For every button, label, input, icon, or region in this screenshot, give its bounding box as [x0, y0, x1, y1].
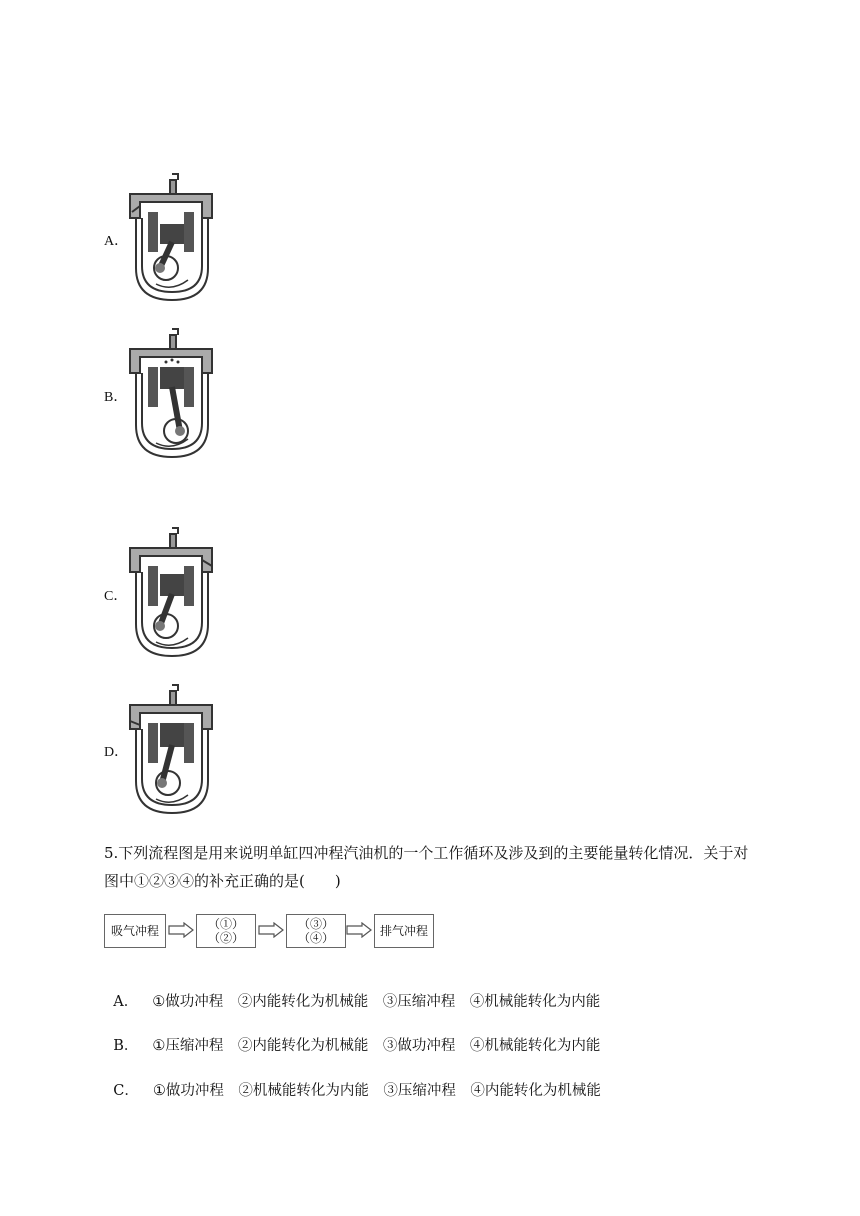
- answer-option-a[interactable]: [104, 974, 600, 1011]
- answer-option-c[interactable]: [104, 1063, 601, 1100]
- flow-box-intake-label: 吸气冲程: [110, 924, 159, 938]
- engine-diagram-a: [126, 172, 216, 304]
- answer-b-label: B．: [113, 1038, 139, 1054]
- flow-box-2-line-2: （②）: [207, 931, 244, 945]
- flow-box-3-line-2: （④）: [297, 931, 334, 945]
- arrow-right-icon: [168, 922, 194, 938]
- option-c-label: C．: [104, 589, 128, 604]
- flow-box-3: [286, 914, 346, 948]
- arrow-right-icon: [258, 922, 284, 938]
- engine-diagram-d: [126, 683, 216, 817]
- answer-option-b[interactable]: [104, 1018, 600, 1055]
- engine-diagram-b: [126, 327, 216, 461]
- question-line-2: 图中①②③④的补充正确的是( ): [104, 872, 341, 890]
- engine-diagram-c: [126, 526, 216, 660]
- option-a-label: A．: [104, 234, 129, 249]
- answer-a-text: ①做功冲程 ②内能转化为机械能 ③压缩冲程 ④机械能转化为内能: [152, 994, 601, 1010]
- flow-box-exhaust: [374, 914, 434, 948]
- option-d-label: D．: [104, 745, 129, 760]
- question-line-1: 5.下列流程图是用来说明单缸四冲程汽油机的一个工作循环及涉及到的主要能量转化情况．关于对: [104, 844, 749, 862]
- answer-c-label: C．: [113, 1083, 139, 1099]
- flow-box-intake: [104, 914, 166, 948]
- answer-a-label: A．: [113, 994, 139, 1010]
- option-b-label: B．: [104, 390, 128, 405]
- answer-b-text: ①压缩冲程 ②内能转化为机械能 ③做功冲程 ④机械能转化为内能: [152, 1038, 601, 1054]
- flow-box-2: [196, 914, 256, 948]
- flow-box-2-line-1: （①）: [207, 917, 244, 931]
- flowchart: [104, 912, 444, 952]
- flow-box-exhaust-label: 排气冲程: [379, 924, 428, 938]
- arrow-right-icon: [346, 922, 372, 938]
- flow-box-3-line-1: （③）: [297, 917, 334, 931]
- answer-c-text: ①做功冲程 ②机械能转化为内能 ③压缩冲程 ④内能转化为机械能: [152, 1083, 601, 1099]
